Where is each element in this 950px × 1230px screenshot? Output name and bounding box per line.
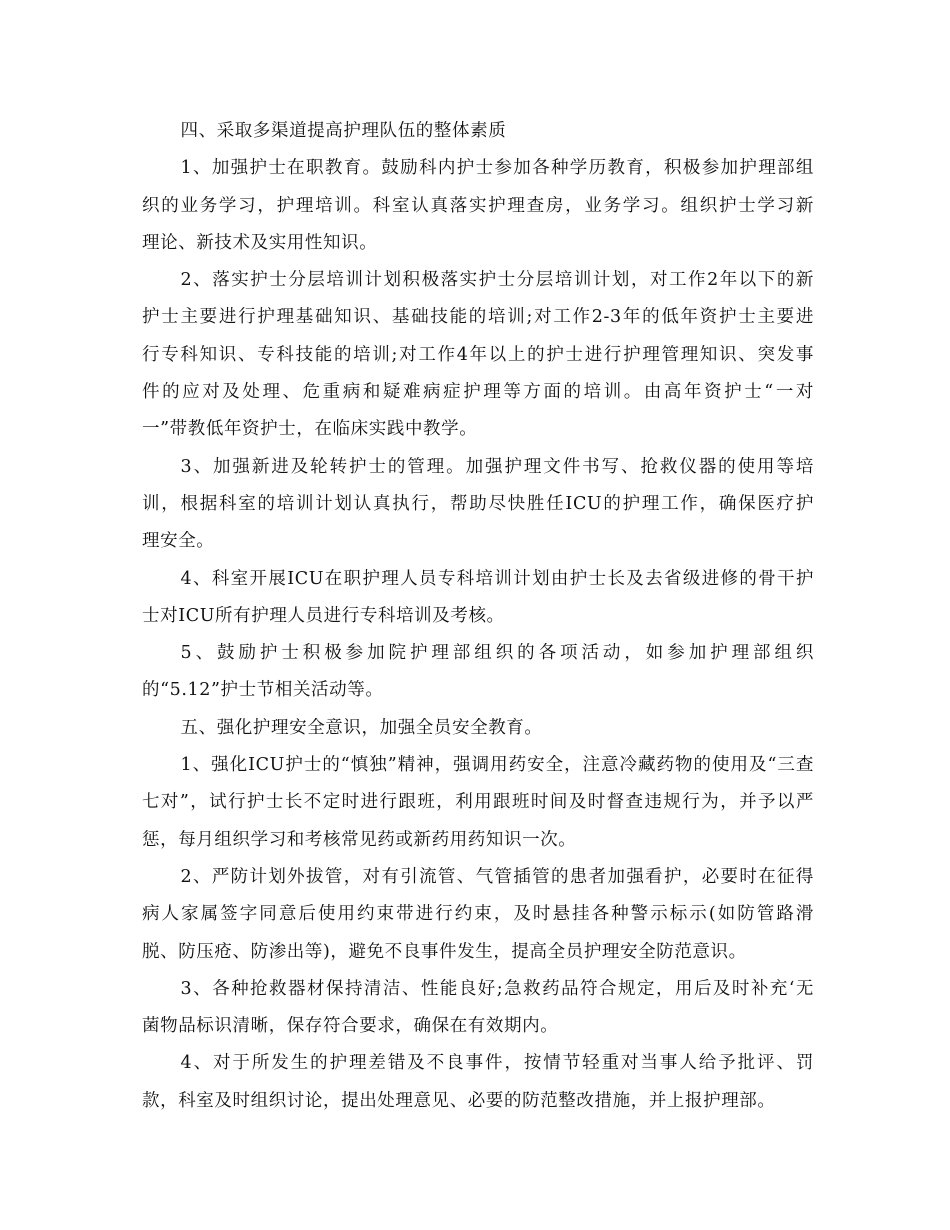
text-line: 五、强化护理安全意识，加强全员安全教育。	[180, 717, 543, 738]
paragraph	[142, 113, 814, 150]
text-line: 4、科室开展ICU在职护理人员专科培训计划由护士长及去省级进修的骨干护	[180, 568, 814, 589]
text-line: 士对ICU所有护理人员进行专科培训及考核。	[142, 605, 505, 626]
text-line: 1、强化ICU护士的“慎独”精神，强调用药安全，注意冷藏药物的使用及“三查	[180, 755, 814, 776]
text-line: 件的应对及处理、危重病和疑难病症护理等方面的培训。由高年资护士“一对	[142, 382, 814, 403]
text-line: 理论、新技术及实用性知识。	[142, 232, 378, 253]
text-line: 的“5.12”护士节相关活动等。	[142, 680, 384, 701]
text-line: 病人家属签字同意后使用约束带进行约束，及时悬挂各种警示标示(如防管路滑	[142, 904, 814, 925]
text-line: 七对”，试行护士长不定时进行跟班，利用跟班时间及时督查违规行为，并予以严	[142, 792, 814, 813]
paragraph	[142, 150, 814, 262]
text-line: 1、加强护士在职教育。鼓励科内护士参加各种学历教育，积极参加护理部组	[180, 158, 814, 179]
text-line: 3、各种抢救器材保持清洁、性能良好;急救药品符合规定，用后及时补充‘无	[180, 978, 814, 999]
text-line: 款，科室及时组织讨论，提出处理意见、必要的防范整改措施，并上报护理部。	[142, 1090, 776, 1111]
text-line: 2、严防计划外拔管，对有引流管、气管插管的患者加强看护，必要时在征得	[180, 866, 814, 887]
text-line: 4、对于所发生的护理差错及不良事件，按情节轻重对当事人给予批评、罚	[180, 1053, 814, 1074]
text-line: 训，根据科室的培训计划认真执行，帮助尽快胜任ICU的护理工作，确保医疗护	[142, 493, 814, 514]
text-line: 四、采取多渠道提高护理队伍的整体素质	[180, 121, 507, 141]
paragraph	[142, 449, 814, 561]
paragraph	[142, 859, 814, 971]
text-line: 2、落实护士分层培训计划积极落实护士分层培训计划，对工作2年以下的新	[180, 270, 814, 291]
document-body	[142, 113, 814, 1120]
text-line: 惩，每月组织学习和考核常见药或新药用药知识一次。	[142, 829, 577, 850]
text-line: 理安全。	[142, 531, 215, 552]
text-line: 3、加强新进及轮转护士的管理。加强护理文件书写、抢救仪器的使用等培	[180, 456, 814, 477]
paragraph	[142, 1045, 814, 1120]
paragraph	[142, 971, 814, 1046]
text-line: 行专科知识、专科技能的培训;对工作4年以上的护士进行护理管理知识、突发事	[142, 344, 814, 365]
text-line: 一”带教低年资护士，在临床实践中教学。	[142, 419, 478, 440]
text-line: 护士主要进行护理基础知识、基础技能的培训;对工作2-3年的低年资护士主要进	[142, 307, 814, 328]
paragraph	[142, 262, 814, 448]
paragraph	[142, 710, 814, 747]
text-line: 5、鼓励护士积极参加院护理部组织的各项活动，如参加护理部组织	[180, 643, 814, 664]
text-line: 织的业务学习，护理培训。科室认真落实护理查房，业务学习。组织护士学习新	[142, 195, 814, 216]
text-line: 脱、防压疮、防渗出等)，避免不良事件发生，提高全员护理安全防范意识。	[142, 941, 747, 962]
paragraph	[142, 635, 814, 710]
text-line: 菌物品标识清晰，保存符合要求，确保在有效期内。	[142, 1016, 559, 1037]
paragraph	[142, 747, 814, 859]
paragraph	[142, 561, 814, 636]
